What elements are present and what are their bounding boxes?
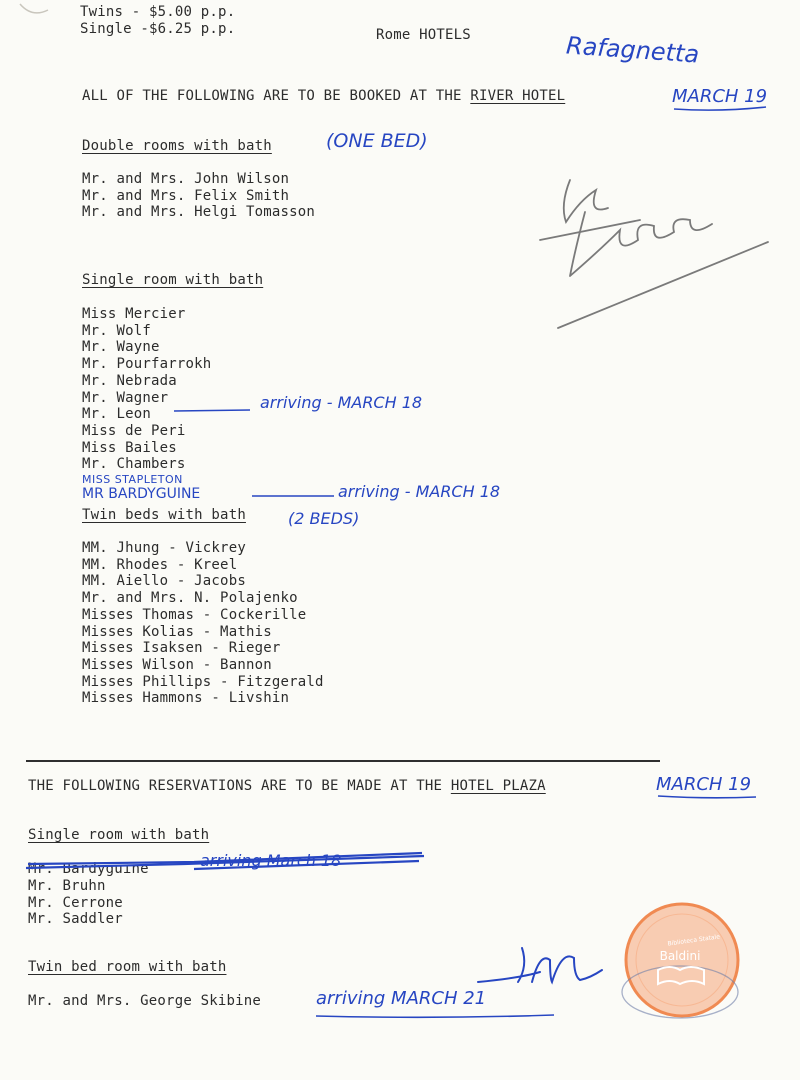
double-rooms-heading: Double rooms with bath (82, 138, 272, 154)
list-item: Mr. Cerrone (28, 894, 123, 911)
two-beds-note: (2 BEDS) (288, 509, 360, 528)
river-heading (82, 88, 565, 105)
plaza-twin-guest: Mr. and Mrs. George Skibine (28, 993, 261, 1009)
twin-beds-list (82, 540, 324, 707)
plaza-heading-prefix: THE FOLLOWING RESERVATIONS ARE TO BE MADE AT THE (28, 778, 443, 794)
twin-rate: Twins - $5.00 p.p. (80, 4, 236, 20)
list-item: Misses Hammons - Livshin (82, 690, 290, 707)
list-item: Mr. Wagner (82, 389, 169, 406)
list-item: MM. Aiello - Jacobs (82, 573, 246, 590)
list-item: Mr. Nebrada (82, 372, 177, 389)
document-title: Rome HOTELS (376, 27, 471, 43)
list-item: Misses Isaksen - Rieger (82, 640, 281, 657)
one-bed-note: (ONE BED) (326, 130, 428, 152)
plaza-single-list (28, 878, 123, 928)
list-item: Mr. and Mrs. Helgi Tomasson (82, 204, 315, 221)
stamp-library-line: Biblioteca Statale (667, 933, 721, 948)
single-rooms-heading: Single room with bath (82, 272, 264, 288)
plaza-hotel-name: HOTEL PLAZA (450, 778, 546, 794)
skibine-arrival-note: arriving MARCH 21 (316, 988, 487, 1009)
list-item: Misses Thomas - Cockerille (82, 606, 307, 623)
struck-guest-entry: Mr. Bardyguine (28, 861, 149, 877)
leon-arrow-line (172, 405, 252, 415)
list-item: Mr. Saddler (28, 911, 123, 928)
handwritten-name: Rafagnetta (565, 31, 701, 69)
section-divider (26, 760, 660, 762)
river-heading-prefix: ALL OF THE FOLLOWING ARE TO BE BOOKED AT THE (82, 88, 462, 104)
list-item: Mr. Wolf (82, 322, 152, 339)
bardyguine-arrival-note: arriving - MARCH 18 (338, 482, 501, 501)
river-date-note: MARCH 19 (672, 86, 768, 107)
list-item: MM. Rhodes - Kreel (82, 556, 238, 573)
twin-beds-heading: Twin beds with bath (82, 507, 246, 523)
list-item: Mr. Leon (82, 406, 152, 423)
list-item: Mr. Pourfarrokh (82, 356, 212, 373)
plaza-single-heading: Single room with bath (28, 827, 210, 843)
list-item: Mr. and Mrs. N. Polajenko (82, 590, 298, 607)
list-item: Mr. and Mrs. Felix Smith (82, 187, 290, 204)
single-rate: Single -$6.25 p.p. (80, 21, 236, 37)
plaza-date-note: MARCH 19 (656, 774, 752, 795)
skibine-underline (314, 1010, 556, 1022)
river-date-underline (672, 104, 768, 114)
list-item: Mr. Wayne (82, 339, 160, 356)
leon-arrival-note: arriving - MARCH 18 (260, 393, 423, 412)
list-item: Mr. Bruhn (28, 878, 106, 894)
single-rooms-list (82, 306, 211, 473)
library-stamp (618, 900, 746, 1024)
pencil-signature (530, 160, 780, 350)
list-item: Misses Phillips - Fitzgerald (82, 673, 324, 690)
double-rooms-list (82, 171, 315, 221)
list-item: Miss Mercier (82, 306, 186, 322)
list-item: Mr. Chambers (82, 456, 186, 473)
added-guest-stapleton: MISS STAPLETON (82, 473, 183, 486)
strike-through-scribble (24, 850, 434, 876)
added-guest-bardyguine: MR BARDYGUINE (82, 486, 201, 502)
list-item: Misses Kolias - Mathis (82, 623, 272, 640)
bardyguine-arrow-line (250, 492, 336, 500)
plaza-heading (28, 778, 546, 795)
paper-edge-mark (18, 0, 58, 30)
plaza-twin-heading: Twin bed room with bath (28, 959, 227, 975)
list-item: Miss de Peri (82, 422, 186, 439)
handwritten-initials (470, 942, 610, 994)
river-hotel-name: RIVER HOTEL (470, 88, 566, 104)
struck-arrival-note: arriving March 18 (200, 851, 342, 870)
list-item: Misses Wilson - Bannon (82, 656, 272, 673)
list-item: Miss Bailes (82, 439, 177, 456)
list-item: MM. Jhung - Vickrey (82, 540, 246, 556)
plaza-date-underline (656, 792, 758, 802)
stamp-library-name: Baldini (659, 949, 701, 963)
list-item: Mr. and Mrs. John Wilson (82, 171, 290, 187)
